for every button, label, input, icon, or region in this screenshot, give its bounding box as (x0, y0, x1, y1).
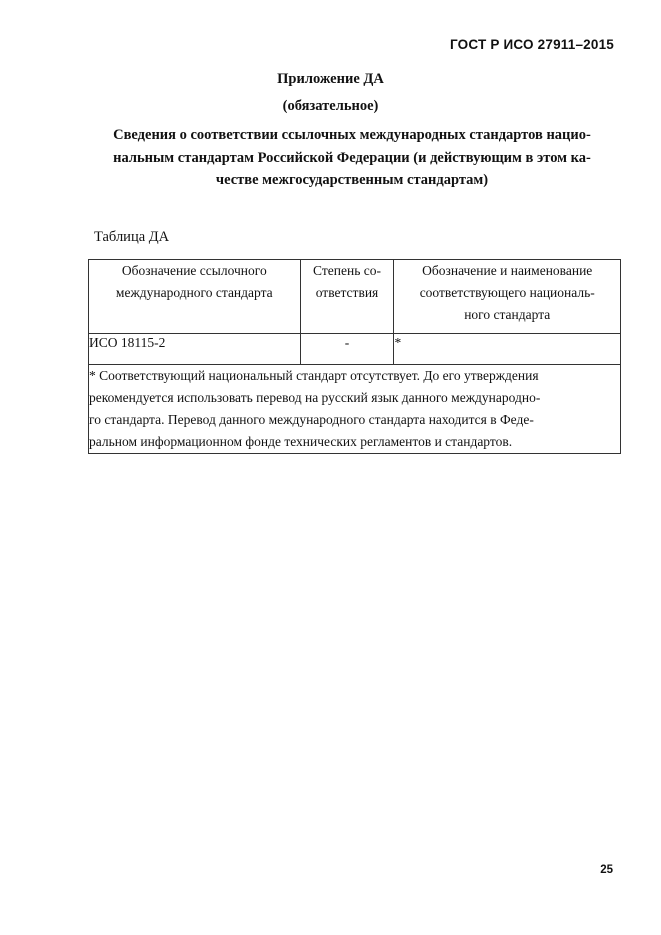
cell-national: * (394, 334, 621, 365)
column-header-degree (300, 260, 394, 334)
appendix-heading-line: нальным стандартам Российской Федерации (и действующим в этом ка- (113, 149, 591, 166)
appendix-status: (обязательное) (282, 98, 379, 114)
cell-reference: ИСО 18115-2 (89, 334, 301, 365)
column-header-national (394, 260, 621, 334)
note-line: го стандарта. Перевод данного международного стандарта находится в Феде- (89, 412, 534, 427)
column-header-line: соответствующего националь- (419, 285, 595, 300)
note-line: * Соответствующий национальный стандарт отсутствует. До его утверждения (89, 368, 539, 383)
page-number: 25 (600, 864, 613, 876)
note-line: рекомендуется использовать перевод на русский язык данного международно- (89, 390, 541, 405)
table-row (89, 334, 621, 365)
appendix-heading-line: честве межгосударственным стандартам) (215, 172, 489, 188)
column-header-line: Обозначение и наименование (422, 263, 593, 278)
note-line: ральном информационном фонде технических регламентов и стандартов. (89, 434, 513, 449)
column-header-line: ответствия (315, 285, 379, 300)
column-header-line: Обозначение ссылочного (121, 263, 267, 278)
column-header-line: ного стандарта (464, 307, 551, 322)
appendix-title: Приложение ДА (277, 71, 384, 87)
appendix-heading-line: Сведения о соответствии ссылочных международных стандартов нацио- (113, 127, 591, 143)
table-caption: Таблица ДА (94, 229, 170, 245)
column-header-line: международного стандарта (115, 285, 273, 300)
cell-degree: - (300, 334, 394, 365)
column-header-line: Степень со- (313, 263, 381, 278)
column-header-reference (89, 260, 301, 334)
table-note-row (89, 365, 621, 454)
correspondence-table (88, 259, 621, 454)
appendix-heading (92, 124, 612, 192)
table-note (89, 365, 621, 454)
document-code: ГОСТ Р ИСО 27911–2015 (449, 37, 614, 52)
table-header-row (89, 260, 621, 334)
